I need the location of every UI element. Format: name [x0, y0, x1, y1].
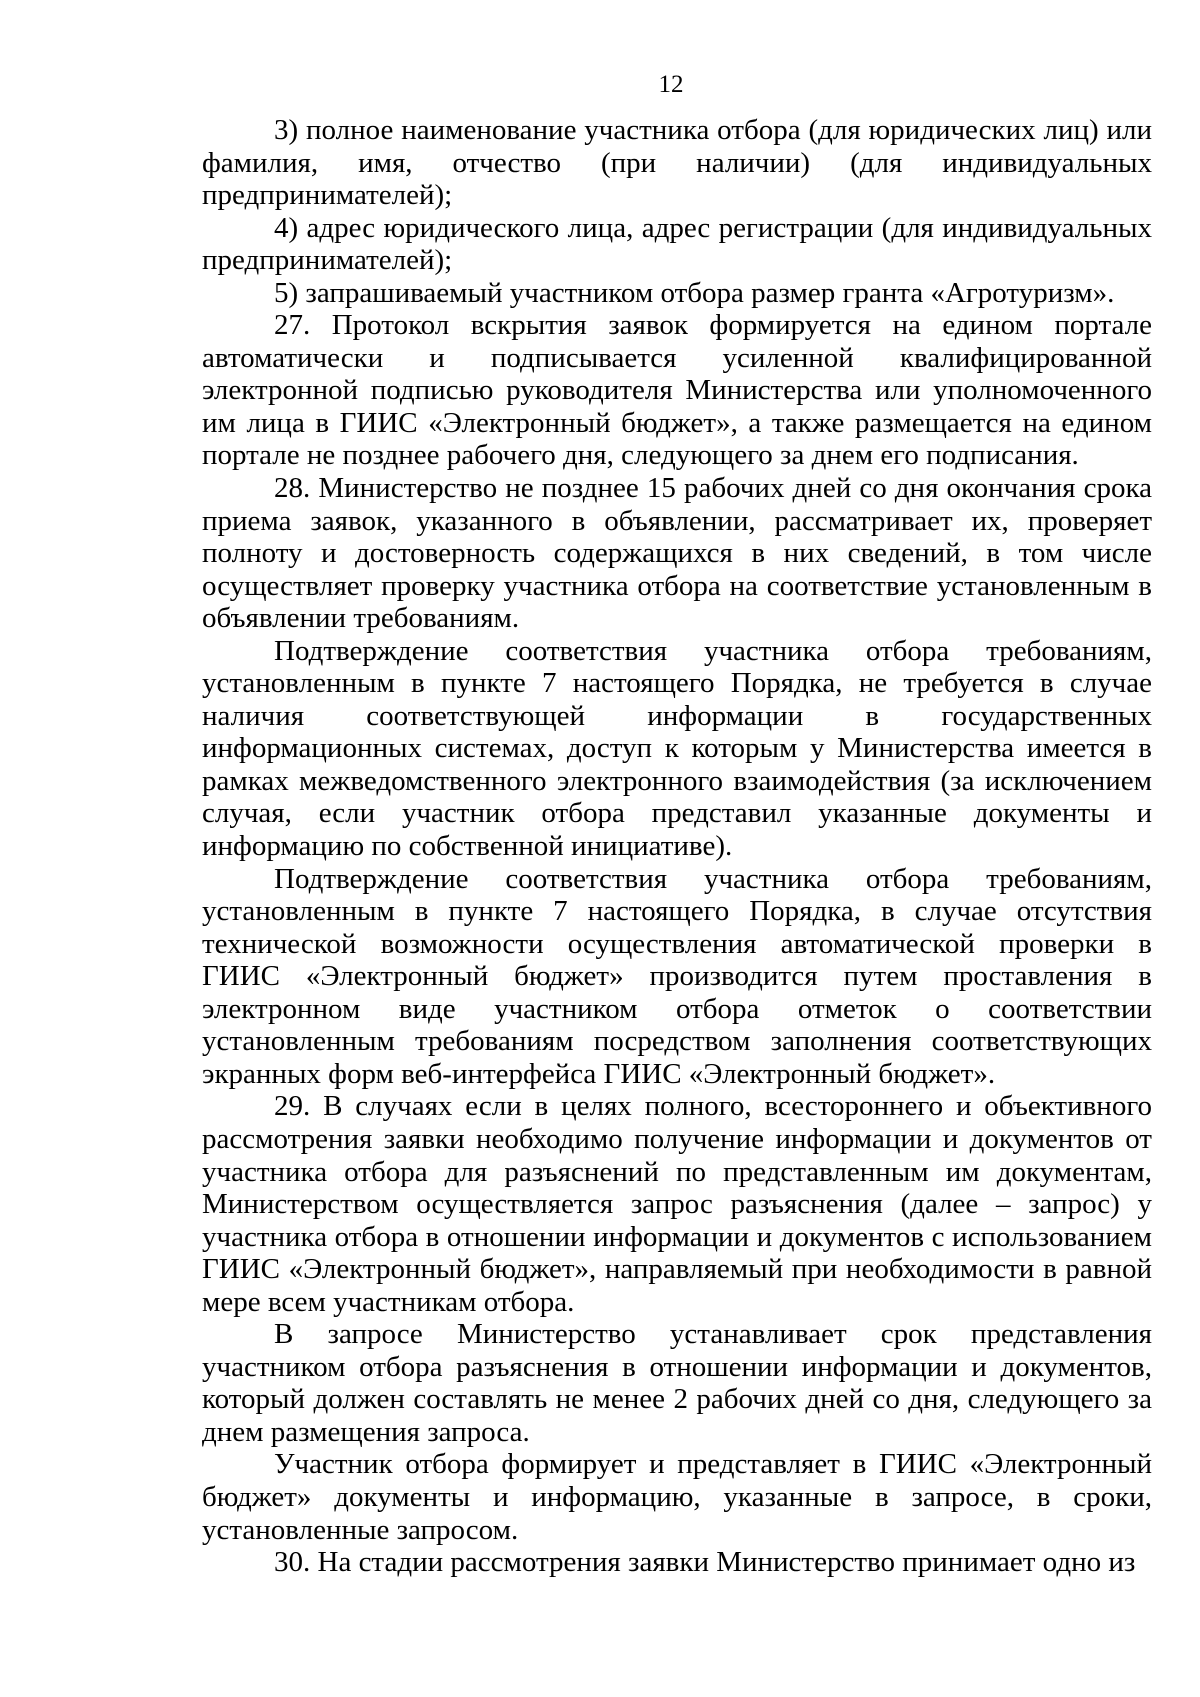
- paragraph-confirmation-not-required: Подтверждение соответствия участника отбора требованиям, установленным в пункте 7 настоящего Порядка, не требуется в случае наличия соответствующей информации в государственных информационных системах, доступ к которым у Министерства имеется в рамках межведомственного электронного взаимодействия (за исключением случая, если участник отбора представил указанные документы и информацию по собственной инициативе).: [202, 634, 1152, 863]
- paragraph-item-4: 4) адрес юридического лица, адрес регистрации (для индивидуальных предпринимателей);: [202, 211, 1152, 277]
- paragraph-item-3: 3) полное наименование участника отбора (для юридических лиц) или фамилия, имя, отчество (при наличии) (для индивидуальных предпринимателей);: [202, 114, 1152, 212]
- paragraph-participant-response: Участник отбора формирует и представляет в ГИИС «Электронный бюджет» документы и информацию, указанные в запросе, в сроки, установленные запросом.: [202, 1448, 1152, 1546]
- page-number: 12: [658, 71, 684, 98]
- paragraph-clause-27: 27. Протокол вскрытия заявок формируется на едином портале автоматически и подписывается усиленной квалифицированной электронной подписью руководителя Министерства или уполномоченного им лица в ГИИС «Электронный бюджет», а также размещается на едином портале не позднее рабочего дня, следующего за днем его подписания.: [202, 309, 1152, 472]
- paragraph-clause-29: 29. В случаях если в целях полного, всестороннего и объективного рассмотрения заявки необходимо получение информации и документов от участника отбора для разъяснений по представленным им документам, Министерством осуществляется запрос разъяснения (далее – запрос) у участника отбора в отношении информации и документов с использованием ГИИС «Электронный бюджет», направляемый при необходимости в равной мере всем участникам отбора.: [202, 1090, 1152, 1318]
- document-body: [202, 114, 1152, 1579]
- paragraph-request-deadline: В запросе Министерство устанавливает срок представления участником отбора разъяснения в отношении информации и документов, который должен составлять не менее 2 рабочих дней со дня, следующего за днем размещения запроса.: [202, 1318, 1152, 1448]
- paragraph-item-5: 5) запрашиваемый участником отбора размер гранта «Агротуризм».: [274, 276, 1115, 309]
- paragraph-clause-30: 30. На стадии рассмотрения заявки Министерство принимает одно из: [274, 1546, 1136, 1579]
- paragraph-confirmation-manual: Подтверждение соответствия участника отбора требованиям, установленным в пункте 7 настоящего Порядка, в случае отсутствия технической возможности осуществления автоматической проверки в ГИИС «Электронный бюджет» производится путем проставления в электронном виде участником отбора отметок о соответствии установленным требованиям посредством заполнения соответствующих экранных форм веб-интерфейса ГИИС «Электронный бюджет».: [202, 862, 1152, 1090]
- paragraph-clause-28: 28. Министерство не позднее 15 рабочих дней со дня окончания срока приема заявок, указанного в объявлении, рассматривает их, проверяет полноту и достоверность содержащихся в них сведений, в том числе осуществляет проверку участника отбора на соответствие установленным в объявлении требованиям.: [202, 472, 1152, 635]
